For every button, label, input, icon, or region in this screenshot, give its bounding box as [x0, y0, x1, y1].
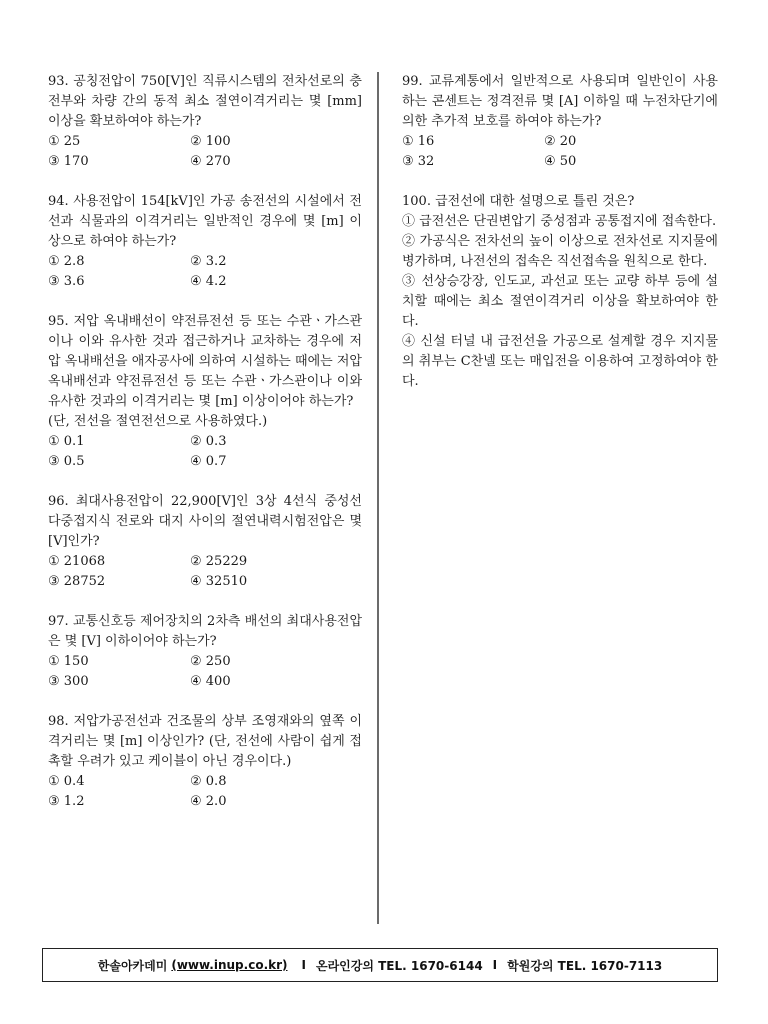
question-note: (단, 전선을 절연전선으로 사용하였다.)	[48, 414, 268, 429]
option-1[interactable]: ① 0.4	[48, 774, 85, 789]
options	[48, 432, 362, 472]
options	[48, 252, 362, 292]
option-3[interactable]: ③ 28752	[48, 574, 106, 589]
question-97	[48, 612, 362, 692]
options	[48, 552, 362, 592]
option-3[interactable]: ③ 3.6	[48, 274, 85, 289]
question-text: 93. 공칭전압이 750[V]인 직류시스템의 전차선로의 충전부와 차량 간의 동적 최소 절연이격거리는 몇 [mm] 이상을 확보하여야 하는가?	[48, 74, 362, 129]
options	[48, 652, 362, 692]
academy-url-link[interactable]: (www.inup.co.kr)	[171, 958, 288, 972]
question-93	[48, 72, 362, 172]
footer-separator: I	[301, 958, 306, 972]
question-99	[402, 72, 718, 172]
option-2[interactable]: ② 25229	[190, 554, 248, 569]
options	[48, 132, 362, 172]
question-96	[48, 492, 362, 592]
question-text: 95. 저압 옥내배선이 약전류전선 등 또는 수관ㆍ가스관이나 이와 유사한 것과 접근하거나 교차하는 경우에 저압 옥내배선을 애자공사에 의하여 시설하는 때에는 저압 옥내배선과 약전류전선 등 또는 수관ㆍ가스관이나 이와 유사한 것과의 이격거리는 몇 [m] 이상이어야 하는가?	[48, 314, 362, 409]
question-text: 98. 저압가공전선과 건조물의 상부 조영재와의 옆쪽 이격거리는 몇 [m] 이상인가? (단, 전선에 사람이 쉽게 접촉할 우려가 있고 케이블이 아닌 경우이다.)	[48, 714, 362, 769]
statement-1[interactable]: ① 급전선은 단권변압기 중성점과 공통접지에 접속한다.	[402, 214, 717, 229]
option-3[interactable]: ③ 300	[48, 674, 89, 689]
option-2[interactable]: ② 3.2	[190, 254, 227, 269]
question-95	[48, 312, 362, 472]
footer-bar	[42, 948, 718, 982]
column-divider	[377, 72, 379, 924]
option-2[interactable]: ② 20	[544, 134, 577, 149]
options	[48, 772, 362, 812]
question-98	[48, 712, 362, 812]
option-3[interactable]: ③ 170	[48, 154, 89, 169]
option-1[interactable]: ① 16	[402, 134, 435, 149]
statement-2[interactable]: ② 가공식은 전차선의 높이 이상으로 전차선로 지지물에 병가하며, 나전선의 접속은 직선접속을 원칙으로 한다.	[402, 234, 718, 269]
option-4[interactable]: ④ 32510	[190, 574, 248, 589]
academy-name: 한솔아카데미	[97, 958, 168, 973]
statement-3[interactable]: ③ 선상승강장, 인도교, 과선교 또는 교량 하부 등에 설치할 때에는 최소 절연이격거리 이상을 확보하여야 한다.	[402, 274, 718, 329]
option-2[interactable]: ② 0.3	[190, 434, 227, 449]
option-1[interactable]: ① 25	[48, 134, 81, 149]
option-4[interactable]: ④ 0.7	[190, 454, 227, 469]
option-2[interactable]: ② 100	[190, 134, 231, 149]
online-phone: 온라인강의 TEL. 1670-6144	[315, 958, 483, 973]
left-column	[48, 72, 362, 832]
options	[402, 132, 718, 172]
option-4[interactable]: ④ 4.2	[190, 274, 227, 289]
option-2[interactable]: ② 250	[190, 654, 231, 669]
question-100	[402, 192, 718, 392]
offline-phone: 학원강의 TEL. 1670-7113	[507, 958, 663, 973]
question-text: 94. 사용전압이 154[kV]인 가공 송전선의 시설에서 전선과 식물과의 이격거리는 일반적인 경우에 몇 [m] 이상으로 하여야 하는가?	[48, 194, 362, 249]
option-1[interactable]: ① 0.1	[48, 434, 85, 449]
question-text: 99. 교류계통에서 일반적으로 사용되며 일반인이 사용하는 콘센트는 정격전류 몇 [A] 이하일 때 누전차단기에 의한 추가적 보호를 하여야 하는가?	[402, 74, 718, 129]
statement-4[interactable]: ④ 신설 터널 내 급전선을 가공으로 설계할 경우 지지물의 취부는 C찬넬 또는 매입전을 이용하여 고정하여야 한다.	[402, 334, 718, 389]
question-text: 96. 최대사용전압이 22,900[V]인 3상 4선식 중성선 다중접지식 전로와 대지 사이의 절연내력시험전압은 몇 [V]인가?	[48, 494, 362, 549]
option-2[interactable]: ② 0.8	[190, 774, 227, 789]
question-94	[48, 192, 362, 292]
option-4[interactable]: ④ 270	[190, 154, 231, 169]
option-4[interactable]: ④ 2.0	[190, 794, 227, 809]
question-text: 100. 급전선에 대한 설명으로 틀린 것은?	[402, 194, 635, 209]
option-1[interactable]: ① 2.8	[48, 254, 85, 269]
right-column	[402, 72, 718, 412]
option-4[interactable]: ④ 50	[544, 154, 577, 169]
question-text: 97. 교통신호등 제어장치의 2차측 배선의 최대사용전압은 몇 [V] 이하이어야 하는가?	[48, 614, 362, 649]
option-1[interactable]: ① 21068	[48, 554, 106, 569]
option-4[interactable]: ④ 400	[190, 674, 231, 689]
footer-separator: I	[492, 958, 498, 972]
option-3[interactable]: ③ 32	[402, 154, 435, 169]
option-1[interactable]: ① 150	[48, 654, 89, 669]
option-3[interactable]: ③ 1.2	[48, 794, 85, 809]
option-3[interactable]: ③ 0.5	[48, 454, 85, 469]
